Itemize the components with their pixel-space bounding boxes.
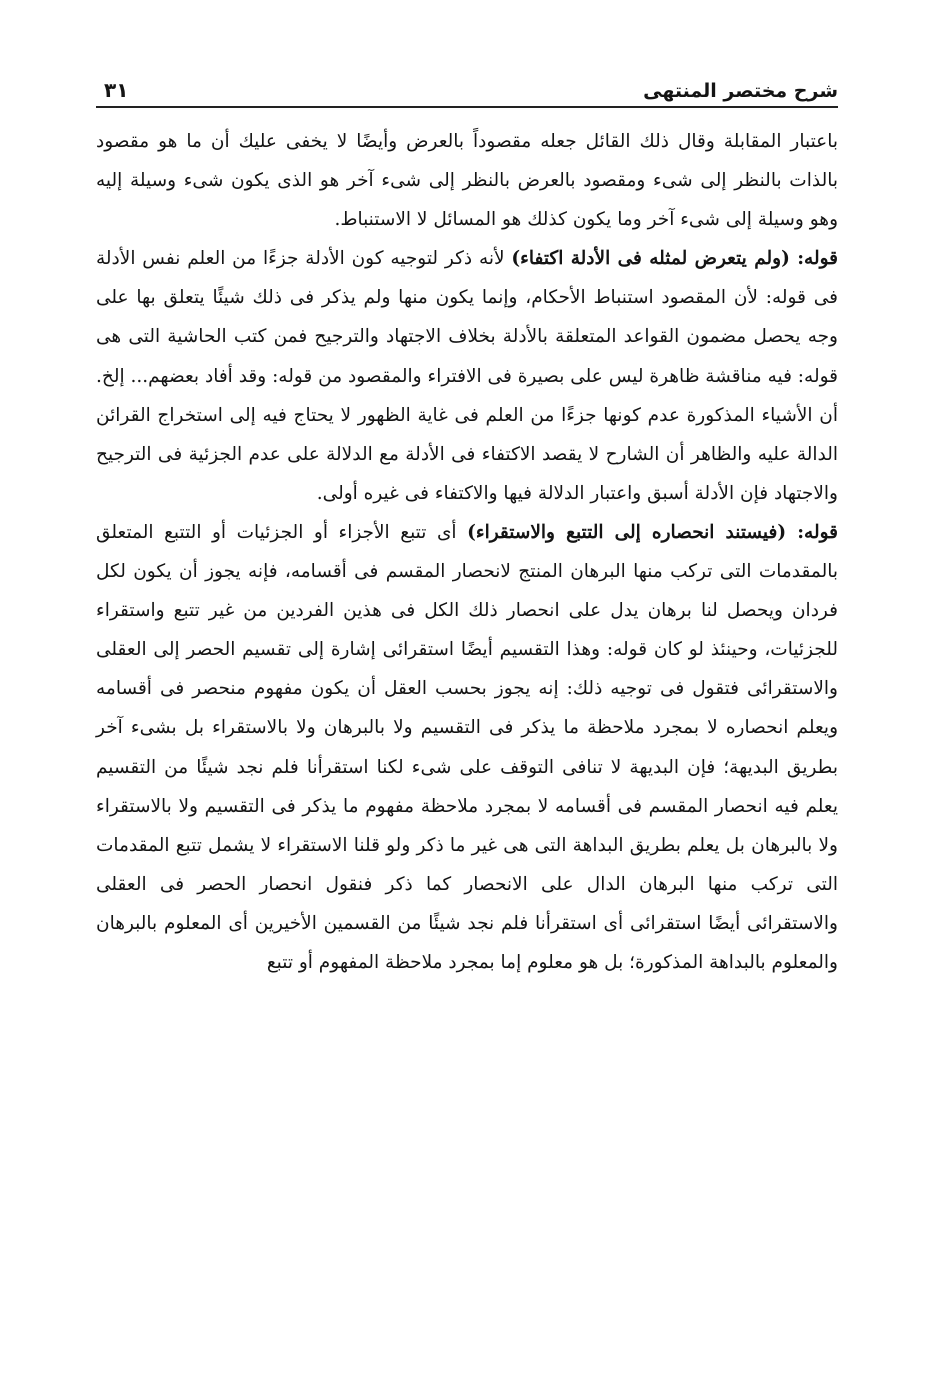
- book-page: [96, 68, 838, 982]
- header-title: شرح مختصر المنتهى: [643, 80, 838, 102]
- paragraph-2: [96, 239, 838, 513]
- quoted-matn: (ولم يتعرض لمثله فى الأدلة اكتفاء): [511, 248, 790, 270]
- paragraph-lead: قوله:: [786, 521, 838, 543]
- paragraph-text: باعتبار المقابلة وقال ذلك القائل جعله مقصوداً بالعرض وأيضًا لا يخفى عليك أن ما هو مقصود بالذات بالنظر إلى شىء ومقصود بالعرض بالنظر إلى شىء آخر هو الذى يكون شىء وسيلة إليه وهو وسيلة إلى شىء آخر وما يكون كذلك هو المسائل لا الاستنباط.: [96, 131, 838, 231]
- running-header: [96, 68, 838, 108]
- page-body: [96, 122, 838, 982]
- paragraph-3: [96, 513, 838, 982]
- quoted-matn: (فيستند انحصاره إلى التتبع والاستقراء): [467, 521, 787, 543]
- paragraph-text: أى تتبع الأجزاء أو الجزئيات أو التتبع المتعلق بالمقدمات التى تركب منها البرهان المنتج لانحصار المقسم فى أقسامه، فإنه يجوز أن يكون لكل فردان ويحصل لنا برهان يدل على انحصار ذلك الكل فى هذين الفردين من غير تتبع واستقراء للجزئيات، وحينئذ لو كان قوله: وهذا التقسيم أيضًا استقرائى إشارة إلى تقسيم الحصر إلى العقلى والاستقرائى فتقول فى توجيه ذلك: إنه يجوز بحسب العقل أن يكون مفهوم منحصر فى أقسامه ويعلم انحصاره لا بمجرد ملاحظة ما يذكر فى التقسيم ولا بالبرهان ولا بالاستقراء بل بشىء آخر بطريق البديهة؛ فإن البديهة لا تنافى التوقف على شىء لكنا استقرأنا فلم نجد شيئًا من التقسيم يعلم فيه انحصار المقسم فى أقسامه لا بمجرد ملاحظة مفهوم ما يذكر فى التقسيم ولا بالاستقراء ولا بالبرهان بل يعلم بطريق البداهة التى هى غير ما ذكر ولو قلنا الاستقراء لا يشمل تتبع المقدمات التى تركب منها البرهان الدال على الانحصار كما ذكر فنقول انحصار الحصر فى العقلى والاستقرائى أيضًا استقرائى أى استقرأنا فلم نجد شيئًا من القسمين الأخيرين أى المعلوم بالبرهان والمعلوم بالبداهة المذكورة؛ بل هو معلوم إما بمجرد ملاحظة المفهوم أو تتبع: [96, 521, 838, 973]
- paragraph-text: لأنه ذكر لتوجيه كون الأدلة جزءًا من العلم نفس الأدلة فى قوله: لأن المقصود استنباط الأحكام، وإنما يكون منها ولم يذكر فى ذلك شيئًا يتعلق بها على وجه يحصل مضمون القواعد المتعلقة بالأدلة بخلاف الاجتهاد والترجيح فمن كتب الحاشية التى هى قوله: فيه مناقشة ظاهرة ليس على بصيرة فى الافتراء والمقصود من قوله: وقد أفاد بعضهم... إلخ. أن الأشياء المذكورة عدم كونها جزءًا من العلم فى غاية الظهور لا يحتاج فيه إلى استخراج القرائن الدالة عليه والظاهر أن الشارح لا يقصد الاكتفاء فى الأدلة مع الدلالة على عدم الجزئية فى الترجيح والاجتهاد فإن الأدلة أسبق واعتبار الدلالة فيها والاكتفاء فى غيره أولى.: [96, 248, 838, 504]
- paragraph-1: [96, 122, 838, 239]
- page-number: ٣١: [104, 78, 129, 102]
- paragraph-lead: قوله:: [789, 248, 838, 270]
